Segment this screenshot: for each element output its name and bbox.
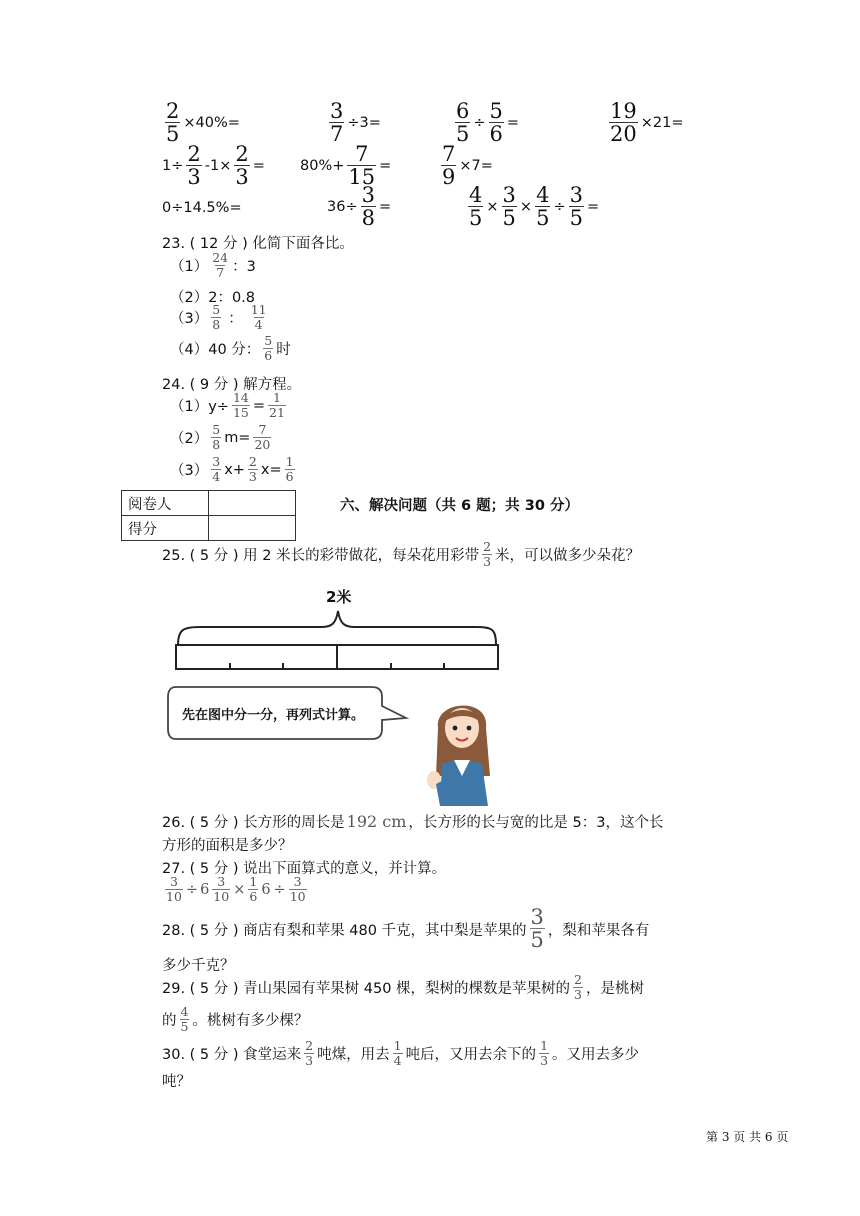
q26-line1: 26. ( 5 分 ) 长方形的周长是 192 cm ，长方形的长与宽的比是 5：3，这个长 xyxy=(162,812,664,831)
calc-r2-b: 80%+ $\frac{7}{15}$ = xyxy=(300,142,392,189)
section-heading: 六、解决问题（共 6 题；共 30 分） xyxy=(340,498,579,514)
q29-line1: 29. ( 5 分 ) 青山果园有苹果树 450 棵，梨树的棵数是苹果树的 $\frac{2}{3}$ ，是桃树 xyxy=(162,972,644,1002)
q25-diagram-label: 2米 xyxy=(326,588,352,606)
q27-expression: $\frac{3}{10}$ ÷ 6 $\frac{3}{10}$ × $\frac{1}{6}$ 6 ÷ $\frac{3}{10}$ xyxy=(166,874,306,904)
q23-part1: （1） $\frac{24}{7}$ ：3 xyxy=(170,250,256,280)
speech-bubble-text: 先在图中分一分，再列式计算。 xyxy=(182,708,365,723)
brace-icon xyxy=(178,611,496,645)
q26-line2: 方形的面积是多少？ xyxy=(162,838,293,854)
calc-r3-c: $\frac{4}{5}$ × $\frac{3}{5}$ × $\frac{4}{5}$ ÷ $\frac{3}{5}$ = xyxy=(469,183,600,230)
q25-text: 25. ( 5 分 ) 用 2 米长的彩带做花，每朵花用彩带 $\frac{2}{3}$ 米，可以做多少朵花？ xyxy=(162,539,641,569)
q28-line2: 多少千克？ xyxy=(162,958,235,974)
q28-line1: 28. ( 5 分 ) 商店有梨和苹果 480 千克，其中梨是苹果的 $\frac{3}{5}$ ，梨和苹果各有 xyxy=(162,905,650,952)
q29-line2: 的 $\frac{4}{5}$ 。桃树有多少棵？ xyxy=(162,1004,309,1034)
q24-part3: （3） $\frac{3}{4}$ x+ $\frac{2}{3}$ x= $\frac{1}{6}$ xyxy=(170,454,294,484)
grader-cell[interactable] xyxy=(209,491,296,516)
q23-heading: 23. ( 12 分 ) 化简下面各比。 xyxy=(162,236,354,252)
calc-r1-b: $\frac{3}{7}$ ÷3= xyxy=(330,99,381,146)
q23-part2: （2）2：0.8 xyxy=(170,290,256,306)
calc-r2-c: $\frac{7}{9}$ ×7= xyxy=(442,142,493,189)
calc-r1-a: $\frac{2}{5}$ ×40%= xyxy=(166,99,240,146)
q23-part4: （4）40 分： $\frac{5}{6}$ 时 xyxy=(170,333,291,363)
q25-ribbon-diagram xyxy=(170,605,510,675)
q30-line2: 吨？ xyxy=(162,1074,191,1090)
q24-part1: （1）y÷ $\frac{14}{15}$ = $\frac{1}{21}$ xyxy=(170,390,285,420)
q30-line1: 30. ( 5 分 ) 食堂运来 $\frac{2}{3}$ 吨煤，用去 $\frac{1}{4}$ 吨后，又用去余下的 $\frac{1}{3}$ 。又用去多少 xyxy=(162,1038,640,1068)
page-footer: 第 3 页 共 6 页 xyxy=(706,1130,789,1144)
calc-r3-b: 36÷ $\frac{3}{8}$ = xyxy=(327,183,392,230)
calc-r3-a: 0÷14.5%= xyxy=(162,200,242,216)
q24-part2: （2） $\frac{5}{8}$ m= $\frac{7}{20}$ xyxy=(170,422,271,452)
calc-r1-c: $\frac{6}{5}$ ÷ $\frac{5}{6}$ = xyxy=(456,99,520,146)
score-table xyxy=(121,490,296,541)
q27-heading: 27. ( 5 分 ) 说出下面算式的意义，并计算。 xyxy=(162,861,447,877)
score-cell[interactable] xyxy=(209,516,296,541)
score-label: 得分 xyxy=(122,516,209,541)
calc-r2-a: 1÷ $\frac{2}{3}$ -1× $\frac{2}{3}$ = xyxy=(162,142,265,189)
teacher-illustration-icon xyxy=(422,688,506,806)
q23-part3: （3） $\frac{5}{8}$ ： $\frac{11}{4}$ xyxy=(170,302,267,332)
grader-label: 阅卷人 xyxy=(122,491,209,516)
q24-heading: 24. ( 9 分 ) 解方程。 xyxy=(162,377,302,393)
calc-r1-d: $\frac{19}{20}$ ×21= xyxy=(610,99,684,146)
